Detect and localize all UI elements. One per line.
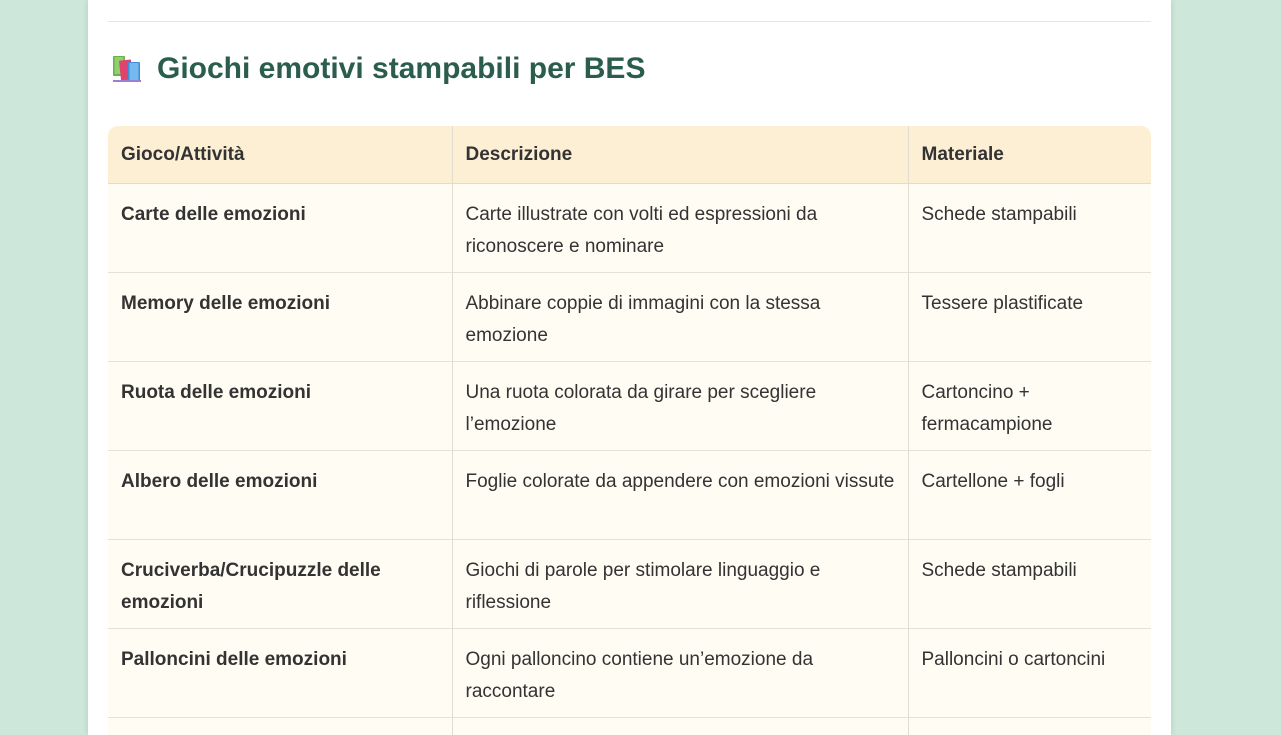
table-row (108, 451, 1151, 540)
games-table (108, 126, 1151, 735)
cell-description: Carte illustrate con volti ed espressioni da riconoscere e nominare (452, 184, 908, 273)
cell-game: Ruota delle emozioni (108, 362, 452, 451)
table-row (108, 540, 1151, 629)
cell-material: Schede stampabili (908, 540, 1151, 629)
section-title: Giochi emotivi stampabili per BES (157, 52, 646, 85)
cell-material: Cartoncino + fermacampione (908, 362, 1151, 451)
header-game: Gioco/Attività (108, 126, 452, 184)
cell-game (108, 718, 452, 735)
cell-game: Palloncini delle emozioni (108, 629, 452, 718)
cell-description: Una ruota colorata da girare per scegliere l’emozione (452, 362, 908, 451)
divider (108, 21, 1151, 22)
header-description: Descrizione (452, 126, 908, 184)
cell-game: Albero delle emozioni (108, 451, 452, 540)
content-card (88, 0, 1171, 735)
table-row (108, 273, 1151, 362)
table-row (108, 629, 1151, 718)
cell-material: Cartellone + fogli (908, 451, 1151, 540)
header-material: Materiale (908, 126, 1151, 184)
cell-game: Cruciverba/Crucipuzzle delle emozioni (108, 540, 452, 629)
cell-description: Ogni palloncino contiene un’emozione da raccontare (452, 629, 908, 718)
table-row (108, 184, 1151, 273)
books-icon (111, 54, 143, 84)
cell-description: Abbinare coppie di immagini con la stessa emozione (452, 273, 908, 362)
cell-material (908, 718, 1151, 735)
table-row (108, 718, 1151, 735)
cell-description (452, 718, 908, 735)
section-heading (111, 52, 645, 86)
cell-game: Carte delle emozioni (108, 184, 452, 273)
cell-material: Palloncini o cartoncini (908, 629, 1151, 718)
cell-material: Tessere plastificate (908, 273, 1151, 362)
cell-description: Foglie colorate da appendere con emozioni vissute (452, 451, 908, 540)
cell-material: Schede stampabili (908, 184, 1151, 273)
cell-game: Memory delle emozioni (108, 273, 452, 362)
cell-description: Giochi di parole per stimolare linguaggio e riflessione (452, 540, 908, 629)
table-header-row (108, 126, 1151, 184)
table-row (108, 362, 1151, 451)
